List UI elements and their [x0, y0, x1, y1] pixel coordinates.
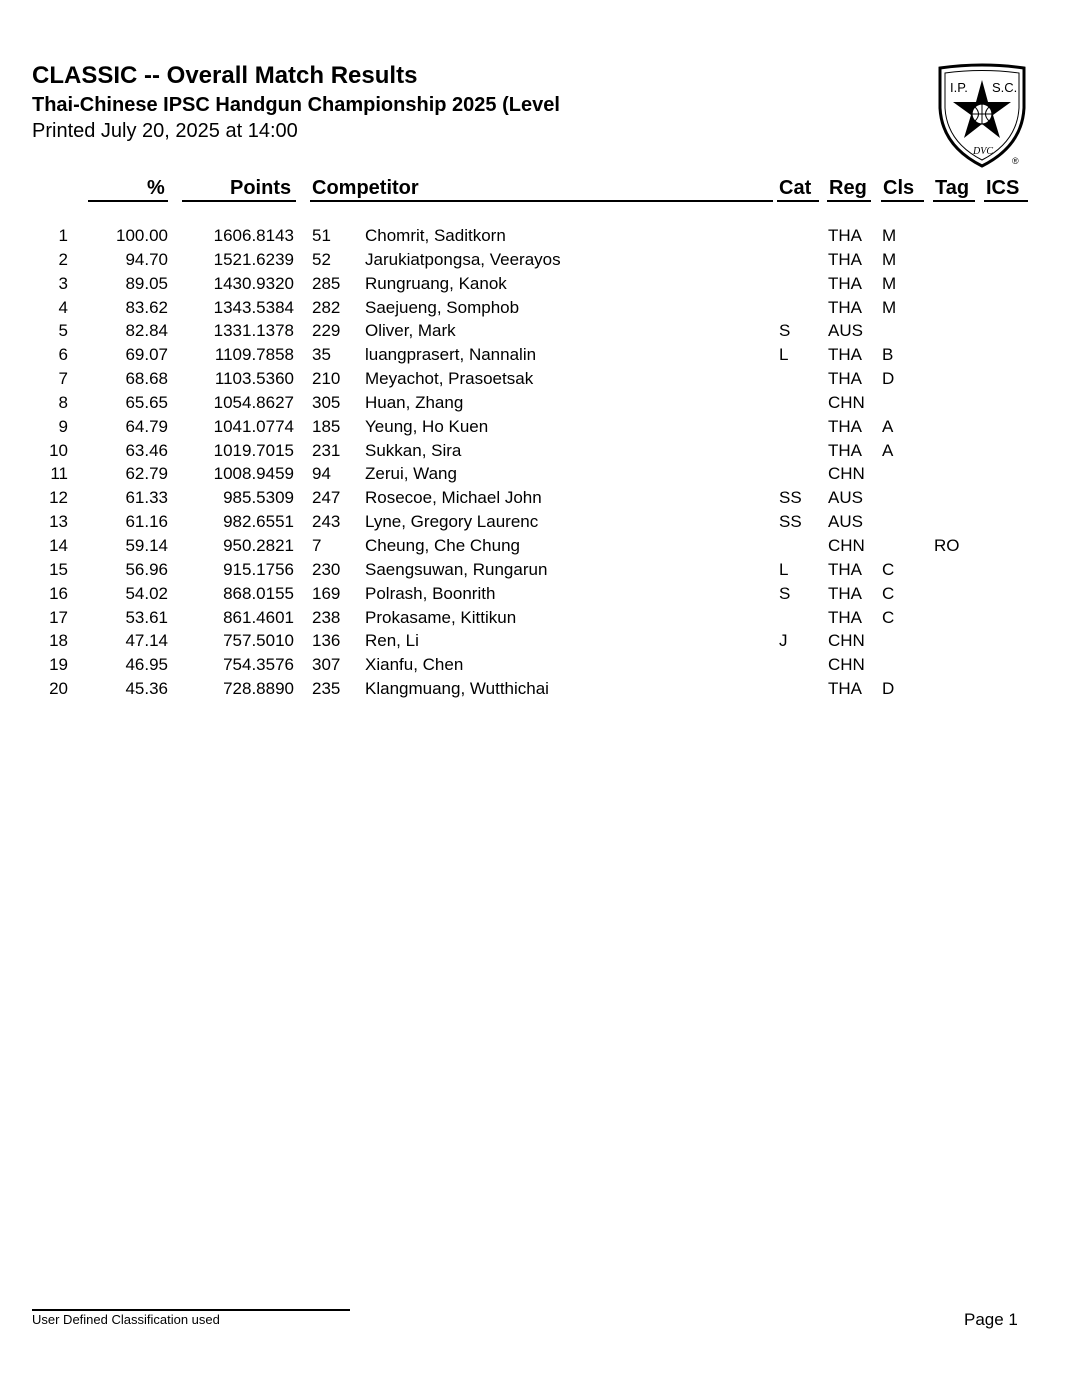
col-header-pct: % — [147, 177, 165, 199]
table-row — [0, 439, 1080, 463]
points-cell: 1331.1378 — [213, 321, 294, 341]
place-cell: 8 — [58, 392, 68, 412]
place-cell: 5 — [58, 321, 68, 341]
points-cell: 1008.9459 — [213, 464, 294, 484]
percent-cell: 56.96 — [125, 559, 168, 579]
points-cell: 728.8890 — [223, 679, 294, 699]
region-cell: AUS — [828, 512, 863, 532]
place-cell: 15 — [49, 559, 68, 579]
logo-registered-mark: ® — [1012, 156, 1019, 166]
competitor-number-cell: 7 — [312, 535, 322, 555]
table-row — [0, 510, 1080, 534]
table-row — [0, 653, 1080, 677]
header-underline — [881, 200, 924, 202]
table-row — [0, 367, 1080, 391]
percent-cell: 61.33 — [125, 488, 168, 508]
class-cell: A — [882, 416, 894, 436]
class-cell: M — [882, 249, 897, 269]
class-cell: D — [882, 679, 895, 699]
points-cell: 915.1756 — [223, 559, 294, 579]
table-row — [0, 534, 1080, 558]
percent-cell: 89.05 — [125, 273, 168, 293]
region-cell: THA — [828, 226, 862, 245]
logo-motto: DVC — [973, 146, 993, 157]
col-header-cat: Cat — [779, 177, 812, 199]
header-underline — [310, 200, 773, 202]
points-cell: 950.2821 — [223, 535, 294, 555]
competitor-name-cell: Saejueng, Somphob — [365, 297, 520, 317]
percent-cell: 45.36 — [125, 679, 168, 699]
page-number: Page 1 — [964, 1310, 1018, 1329]
region-cell: THA — [828, 416, 862, 436]
table-row — [0, 248, 1080, 272]
percent-cell: 47.14 — [125, 631, 168, 651]
table-row — [0, 343, 1080, 367]
points-cell: 1019.7015 — [213, 440, 294, 460]
competitor-number-cell: 231 — [312, 440, 341, 460]
place-cell: 14 — [49, 535, 68, 555]
region-cell: CHN — [828, 464, 865, 484]
competitor-number-cell: 94 — [312, 464, 331, 484]
region-cell: THA — [828, 607, 862, 627]
category-cell: SS — [779, 488, 802, 508]
percent-cell: 100.00 — [116, 226, 168, 245]
printed-date: Printed July 20, 2025 at 14:00 — [32, 120, 298, 142]
region-cell: THA — [828, 249, 862, 269]
col-header-points: Points — [230, 177, 292, 199]
header-underline — [182, 200, 296, 202]
competitor-name-cell: Chomrit, Saditkorn — [365, 226, 506, 245]
table-row — [0, 677, 1080, 701]
competitor-name-cell: Zerui, Wang — [365, 464, 457, 484]
region-cell: THA — [828, 440, 862, 460]
points-cell: 1521.6239 — [213, 249, 294, 269]
category-cell: SS — [779, 512, 802, 532]
table-row — [0, 391, 1080, 415]
col-header-tag: Tag — [935, 177, 970, 199]
col-header-competitor: Competitor — [312, 177, 419, 199]
header-underline — [933, 200, 975, 202]
competitor-name-cell: Polrash, Boonrith — [365, 583, 496, 603]
competitor-name-cell: Prokasame, Kittikun — [365, 607, 517, 627]
competitor-name-cell: Oliver, Mark — [365, 321, 456, 341]
table-row — [0, 415, 1080, 439]
competitor-name-cell: luangprasert, Nannalin — [365, 345, 537, 365]
class-cell: M — [882, 297, 897, 317]
place-cell: 19 — [49, 655, 68, 675]
table-row — [0, 272, 1080, 296]
class-cell: C — [882, 607, 895, 627]
region-cell: CHN — [828, 631, 865, 651]
table-row — [0, 606, 1080, 630]
region-cell: THA — [828, 273, 862, 293]
competitor-number-cell: 51 — [312, 226, 331, 245]
place-cell: 3 — [58, 273, 68, 293]
competitor-name-cell: Jarukiatpongsa, Veerayos — [365, 249, 561, 269]
header-underline — [88, 200, 168, 202]
competitor-name-cell: Saengsuwan, Rungarun — [365, 559, 548, 579]
place-cell: 16 — [49, 583, 68, 603]
table-row — [0, 486, 1080, 510]
competitor-number-cell: 235 — [312, 679, 341, 699]
place-cell: 6 — [58, 345, 68, 365]
points-cell: 1430.9320 — [213, 273, 294, 293]
region-cell: CHN — [828, 655, 865, 675]
competitor-number-cell: 35 — [312, 345, 331, 365]
competitor-number-cell: 282 — [312, 297, 341, 317]
table-row — [0, 296, 1080, 320]
place-cell: 10 — [49, 440, 68, 460]
percent-cell: 63.46 — [125, 440, 168, 460]
class-cell: A — [882, 440, 894, 460]
percent-cell: 59.14 — [125, 535, 168, 555]
place-cell: 12 — [49, 488, 68, 508]
competitor-number-cell: 210 — [312, 369, 341, 389]
class-cell: B — [882, 345, 894, 365]
percent-cell: 69.07 — [125, 345, 168, 365]
competitor-name-cell: Ren, Li — [365, 631, 419, 651]
percent-cell: 64.79 — [125, 416, 168, 436]
competitor-name-cell: Xianfu, Chen — [365, 655, 464, 675]
col-header-ics: ICS — [986, 177, 1020, 199]
logo-text-right: S.C. — [992, 80, 1018, 95]
competitor-number-cell: 229 — [312, 321, 341, 341]
competitor-number-cell: 52 — [312, 249, 331, 269]
percent-cell: 62.79 — [125, 464, 168, 484]
competitor-number-cell: 185 — [312, 416, 341, 436]
points-cell: 1041.0774 — [213, 416, 294, 436]
category-cell: J — [779, 631, 788, 651]
report-title: CLASSIC -- Overall Match Results — [32, 62, 418, 89]
category-cell: S — [779, 583, 791, 603]
percent-cell: 54.02 — [125, 583, 168, 603]
place-cell: 4 — [58, 297, 68, 317]
place-cell: 9 — [58, 416, 68, 436]
competitor-number-cell: 307 — [312, 655, 341, 675]
place-cell: 18 — [49, 631, 68, 651]
region-cell: AUS — [828, 321, 863, 341]
place-cell: 7 — [58, 369, 68, 389]
region-cell: THA — [828, 345, 862, 365]
region-cell: CHN — [828, 535, 865, 555]
competitor-number-cell: 136 — [312, 631, 341, 651]
place-cell: 17 — [49, 607, 68, 627]
region-cell: THA — [828, 369, 862, 389]
class-cell: C — [882, 559, 895, 579]
category-cell: L — [779, 559, 789, 579]
percent-cell: 68.68 — [125, 369, 168, 389]
points-cell: 1606.8143 — [213, 226, 294, 245]
place-cell: 13 — [49, 512, 68, 532]
class-cell: C — [882, 583, 895, 603]
points-cell: 1054.8627 — [213, 392, 294, 412]
competitor-number-cell: 305 — [312, 392, 341, 412]
header-underline — [984, 200, 1028, 202]
class-cell: M — [882, 273, 897, 293]
competitor-name-cell: Cheung, Che Chung — [365, 535, 521, 555]
results-table — [0, 224, 1080, 701]
percent-cell: 65.65 — [125, 392, 168, 412]
category-cell: L — [779, 345, 789, 365]
points-cell: 861.4601 — [223, 607, 294, 627]
region-cell: CHN — [828, 392, 865, 412]
col-header-cls: Cls — [883, 177, 915, 199]
table-row — [0, 319, 1080, 343]
table-row — [0, 558, 1080, 582]
place-cell: 20 — [49, 679, 68, 699]
region-cell: THA — [828, 679, 862, 699]
competitor-number-cell: 238 — [312, 607, 341, 627]
col-header-reg: Reg — [829, 177, 867, 199]
competitor-number-cell: 285 — [312, 273, 341, 293]
region-cell: THA — [828, 583, 862, 603]
table-row — [0, 582, 1080, 606]
percent-cell: 61.16 — [125, 512, 168, 532]
class-cell: M — [882, 226, 897, 245]
points-cell: 1109.7858 — [214, 345, 294, 365]
percent-cell: 53.61 — [125, 607, 168, 627]
competitor-name-cell: Rungruang, Kanok — [365, 273, 507, 293]
competitor-name-cell: Lyne, Gregory Laurenc — [365, 512, 539, 532]
competitor-name-cell: Yeung, Ho Kuen — [365, 416, 489, 436]
competitor-number-cell: 243 — [312, 512, 341, 532]
competitor-name-cell: Meyachot, Prasoetsak — [365, 369, 534, 389]
percent-cell: 82.84 — [125, 321, 168, 341]
place-cell: 1 — [58, 226, 68, 245]
percent-cell: 94.70 — [125, 249, 168, 269]
competitor-name-cell: Huan, Zhang — [365, 392, 464, 412]
header-underline — [827, 200, 871, 202]
table-row — [0, 629, 1080, 653]
points-cell: 757.5010 — [223, 631, 294, 651]
category-cell: S — [779, 321, 791, 341]
place-cell: 11 — [50, 464, 68, 484]
class-cell: D — [882, 369, 895, 389]
match-name: Thai-Chinese IPSC Handgun Championship 2025 (Level — [32, 94, 560, 116]
place-cell: 2 — [58, 249, 68, 269]
competitor-number-cell: 230 — [312, 559, 341, 579]
points-cell: 1343.5384 — [213, 297, 294, 317]
points-cell: 982.6551 — [223, 512, 294, 532]
points-cell: 868.0155 — [223, 583, 294, 603]
competitor-name-cell: Rosecoe, Michael John — [365, 488, 542, 508]
classification-note: User Defined Classification used — [32, 1312, 220, 1327]
points-cell: 985.5309 — [223, 488, 294, 508]
table-row — [0, 462, 1080, 486]
footer-rule — [32, 1309, 350, 1311]
competitor-name-cell: Sukkan, Sira — [365, 440, 462, 460]
competitor-number-cell: 247 — [312, 488, 341, 508]
percent-cell: 83.62 — [125, 297, 168, 317]
competitor-number-cell: 169 — [312, 583, 341, 603]
competitor-name-cell: Klangmuang, Wutthichai — [365, 679, 549, 699]
percent-cell: 46.95 — [125, 655, 168, 675]
region-cell: THA — [828, 297, 862, 317]
points-cell: 754.3576 — [223, 655, 294, 675]
tag-cell: RO — [934, 535, 960, 555]
header-underline — [777, 200, 819, 202]
region-cell: AUS — [828, 488, 863, 508]
ipsc-shield-logo-icon — [936, 62, 1028, 168]
table-row — [0, 224, 1080, 248]
points-cell: 1103.5360 — [214, 369, 294, 389]
region-cell: THA — [828, 559, 862, 579]
logo-text-left: I.P. — [950, 80, 968, 95]
